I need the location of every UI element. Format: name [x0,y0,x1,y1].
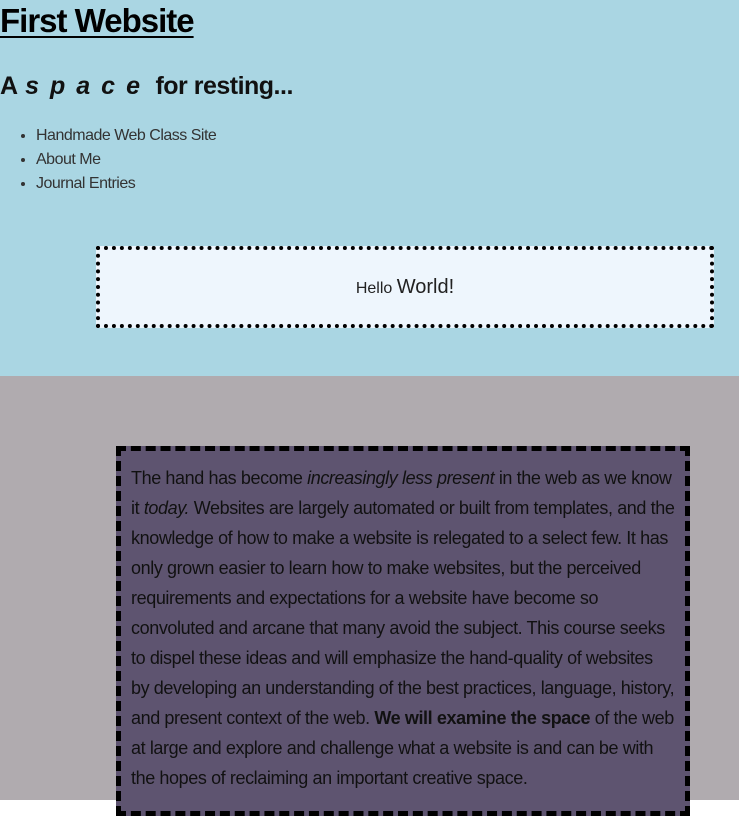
header-section [0,0,739,376]
desc-emphasis-2: today. [143,498,190,518]
world-word: World! [396,275,455,298]
desc-strong: We will examine the space [374,708,591,728]
desc-part-5: Websites are largely automated or built from templates, and the knowledge of how to make a website is relegated to a select few. It has only grown easier to learn how to make websites, but the perceived requirements and expectations for a website have become so convoluted and arcane that many avoid the subject. This course seeks to dispel these ideas and will emphasize the hand-quality of websites by developing an understanding of the best practices, language, history, and present context of the web. [131,498,675,728]
hello-word: Hello [355,279,393,297]
nav-item [36,172,216,196]
course-description-box [116,446,690,816]
content-section [0,376,739,800]
tagline-space-word: space [25,72,151,100]
nav-link-about-me[interactable]: About Me [36,151,101,168]
site-title-link[interactable]: First Website [0,2,194,39]
hello-world-box [96,246,714,328]
hello-world-text [356,276,454,299]
desc-part-1: The hand has become [131,468,308,488]
tagline-suffix: for resting... [155,72,293,100]
nav-item [36,148,216,172]
desc-part-3: in the web as we know it [131,468,672,518]
nav-list [0,124,216,196]
tagline [0,72,293,101]
desc-emphasis-1: increasingly less present [307,468,495,488]
course-description-text [131,463,675,793]
tagline-prefix: A [0,72,17,100]
desc-part-7: of the web at large and explore and challenge what a website is and can be with the hopes of reclaiming an important creative space. [131,708,674,788]
nav-item [36,124,216,148]
nav-link-class-site[interactable]: Handmade Web Class Site [36,127,217,144]
nav-link-journal-entries[interactable]: Journal Entries [36,175,136,192]
